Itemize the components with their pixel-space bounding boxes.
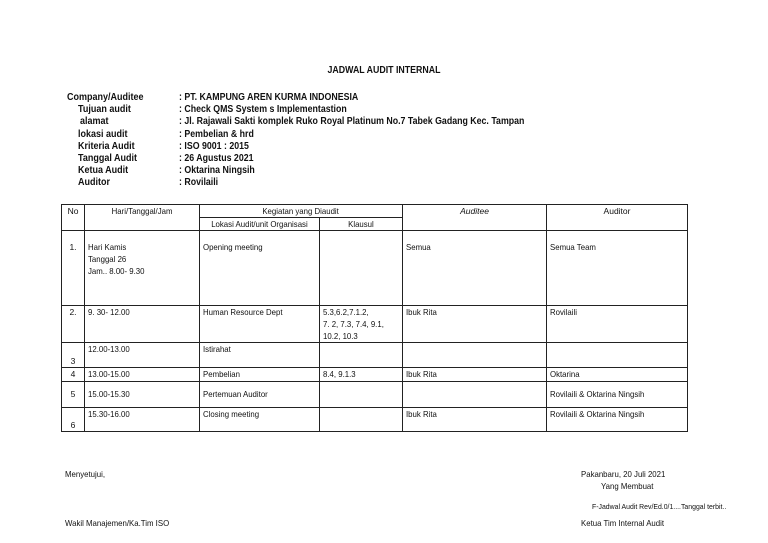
info-value: : PT. KAMPUNG AREN KURMA INDONESIA <box>179 92 359 103</box>
row-no: 6 <box>62 408 85 432</box>
row-clause <box>320 382 403 408</box>
row-no: 4 <box>62 368 85 382</box>
header-activity: Kegiatan yang Diaudit <box>200 205 403 218</box>
row-auditor: Semua Team <box>547 231 688 306</box>
row-no: 2. <box>62 306 85 343</box>
row-clause <box>320 343 403 368</box>
info-value: : Oktarina Ningsih <box>179 165 255 177</box>
document-title: JADWAL AUDIT INTERNAL <box>327 65 441 76</box>
info-label: Ketua Audit <box>78 165 129 177</box>
info-label: Tanggal Audit <box>78 152 137 164</box>
info-label: Company/Auditee <box>67 92 144 103</box>
info-label: Tujuan audit <box>78 104 131 116</box>
row-clause: 8.4, 9.1.3 <box>320 368 403 382</box>
table-row <box>62 343 688 368</box>
row-auditor: Rovilaili & Oktarina Ningsih <box>547 382 688 408</box>
row-no: 5 <box>62 382 85 408</box>
table-header-row <box>62 205 688 218</box>
row-auditor <box>547 343 688 368</box>
row-no: 3 <box>62 343 85 368</box>
audit-schedule-table <box>61 204 688 432</box>
info-value: : Jl. Rajawali Sakti komplek Ruko Royal Platinum No.7 Tabek Gadang Kec. Tampan <box>179 116 525 128</box>
row-auditee <box>403 382 547 408</box>
row-location: Human Resource Dept <box>200 306 320 343</box>
row-auditor: Rovilaili & Oktarina Ningsih <box>547 408 688 432</box>
table-row <box>62 306 688 343</box>
info-value: : 26 Agustus 2021 <box>179 152 254 164</box>
row-auditee: Ibuk Rita <box>403 368 547 382</box>
right-signatory: Ketua Tim Internal Audit <box>581 518 665 528</box>
approval-label: Menyetujui, <box>65 469 105 479</box>
row-time: 9. 30- 12.00 <box>85 306 200 343</box>
table-row <box>62 368 688 382</box>
row-time: 15.30-16.00 <box>85 408 200 432</box>
row-location: Pertemuan Auditor <box>200 382 320 408</box>
info-label: Kriteria Audit <box>78 140 135 152</box>
info-value: : Pembelian & hrd <box>179 128 254 140</box>
header-clause: Klausul <box>320 218 403 231</box>
info-value: : ISO 9001 : 2015 <box>179 140 249 152</box>
form-code: F-Jadwal Audit Rev/Ed.0/1....Tanggal terbit.. <box>592 502 727 511</box>
row-location: Istirahat <box>200 343 320 368</box>
row-clause <box>320 231 403 306</box>
header-no: No <box>62 205 85 231</box>
row-auditee: Semua <box>403 231 547 306</box>
row-auditee: Ibuk Rita <box>403 408 547 432</box>
info-value: : Check QMS System s Implementastion <box>179 104 347 116</box>
row-time: Hari Kamis Tanggal 26 Jam.. 8.00- 9.30 <box>85 231 200 306</box>
made-by-label: Yang Membuat <box>601 481 654 491</box>
row-time: 13.00-15.00 <box>85 368 200 382</box>
table-row <box>62 231 688 306</box>
row-auditor: Rovilaili <box>547 306 688 343</box>
info-label: alamat <box>80 116 109 128</box>
place-date: Pakanbaru, 20 Juli 2021 <box>581 469 666 479</box>
row-auditee: Ibuk Rita <box>403 306 547 343</box>
row-clause: 5.3,6.2,7.1.2, 7. 2, 7.3, 7.4, 9.1, 10.2, 10.3 <box>320 306 403 343</box>
row-clause <box>320 408 403 432</box>
row-location: Opening meeting <box>200 231 320 306</box>
header-auditor: Auditor <box>547 205 688 231</box>
header-auditee: Auditee <box>403 205 547 231</box>
table-row <box>62 382 688 408</box>
row-no: 1. <box>62 231 85 306</box>
info-label: lokasi audit <box>78 128 128 140</box>
row-auditor: Oktarina <box>547 368 688 382</box>
info-value: : Rovilaili <box>179 177 219 189</box>
header-date: Hari/Tanggal/Jam <box>85 205 200 231</box>
info-label: Auditor <box>78 177 110 189</box>
row-location: Pembelian <box>200 368 320 382</box>
row-auditee <box>403 343 547 368</box>
row-location: Closing meeting <box>200 408 320 432</box>
left-signatory: Wakil Manajemen/Ka.Tim ISO <box>65 518 170 528</box>
table-row <box>62 408 688 432</box>
row-time: 12.00-13.00 <box>85 343 200 368</box>
header-location: Lokasi Audit/unit Organisasi <box>200 218 320 231</box>
row-time: 15.00-15.30 <box>85 382 200 408</box>
